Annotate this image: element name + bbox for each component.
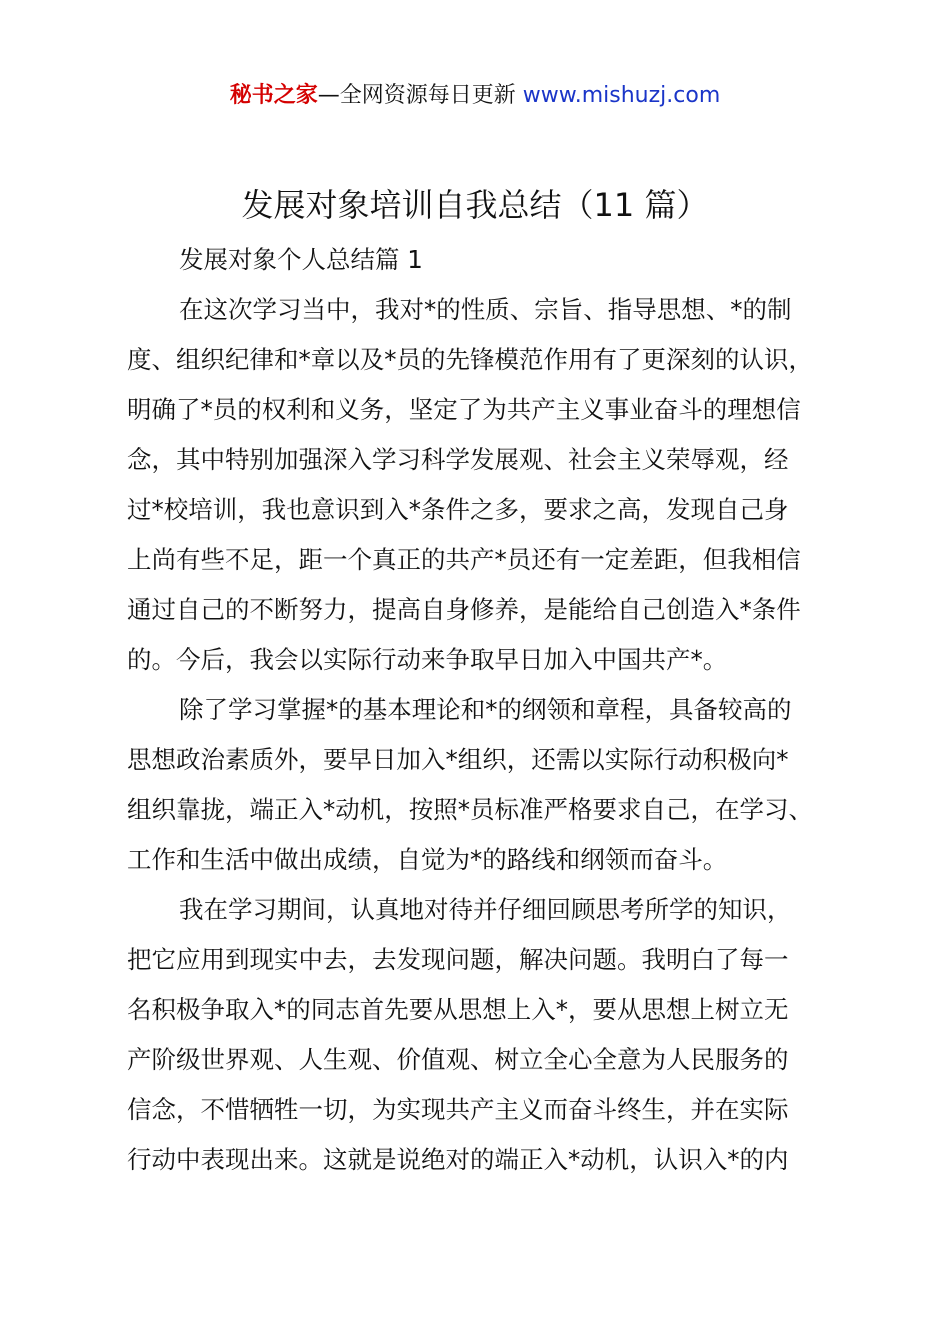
text-line: 产阶级世界观、人生观、价值观、树立全心全意为人民服务的 xyxy=(127,1045,789,1074)
section-subheading: 发展对象个人总结篇 1 xyxy=(179,245,423,274)
text-line: 通过自己的不断努力，提高自身修养，是能给自己创造入*条件 xyxy=(127,595,801,624)
text-line: 过*校培训，我也意识到入*条件之多，要求之高，发现自己身 xyxy=(127,495,789,524)
text-line: 信念，不惜牺牲一切，为实现共产主义而奋斗终生，并在实际 xyxy=(127,1095,789,1124)
text-line: 工作和生活中做出成绩，自觉为*的路线和纲领而奋斗。 xyxy=(127,845,728,874)
text-line: 行动中表现出来。这就是说绝对的端正入*动机，认识入*的内 xyxy=(127,1145,789,1174)
site-header xyxy=(0,80,950,112)
text-line: 把它应用到现实中去，去发现问题，解决问题。我明白了每一 xyxy=(127,945,789,974)
text-line: 明确了*员的权利和义务，坚定了为共产主义事业奋斗的理想信 xyxy=(127,395,801,424)
paragraph-3 xyxy=(127,885,847,1185)
text-line: 在这次学习当中，我对*的性质、宗旨、指导思想、*的制 xyxy=(179,295,792,324)
text-line: 除了学习掌握*的基本理论和*的纲领和章程，具备较高的 xyxy=(179,695,792,724)
text-line: 上尚有些不足，距一个真正的共产*员还有一定差距，但我相信 xyxy=(127,545,801,574)
text-line: 度、组织纪律和*章以及*员的先锋模范作用有了更深刻的认识， xyxy=(127,345,813,374)
text-line: 念，其中特别加强深入学习科学发展观、社会主义荣辱观，经 xyxy=(127,445,789,474)
document-body xyxy=(127,235,847,1185)
text-line: 的。今后，我会以实际行动来争取早日加入中国共产*。 xyxy=(127,645,728,674)
text-line: 我在学习期间，认真地对待并仔细回顾思考所学的知识， xyxy=(179,895,792,924)
text-line: 组织靠拢，端正入*动机，按照*员标准严格要求自己，在学习、 xyxy=(127,795,813,824)
site-brand: 秘书之家 xyxy=(229,83,318,108)
paragraph-1 xyxy=(127,285,847,685)
text-line: 思想政治素质外，要早日加入*组织，还需以实际行动积极向* xyxy=(127,745,789,774)
paragraph-2 xyxy=(127,685,847,885)
site-url-link[interactable]: www.mishuzj.com xyxy=(522,83,721,108)
site-slogan: —全网资源每日更新 xyxy=(317,83,516,108)
document-title: 发展对象培训自我总结（11 篇） xyxy=(241,186,709,224)
text-line: 名积极争取入*的同志首先要从思想上入*，要从思想上树立无 xyxy=(127,995,789,1024)
